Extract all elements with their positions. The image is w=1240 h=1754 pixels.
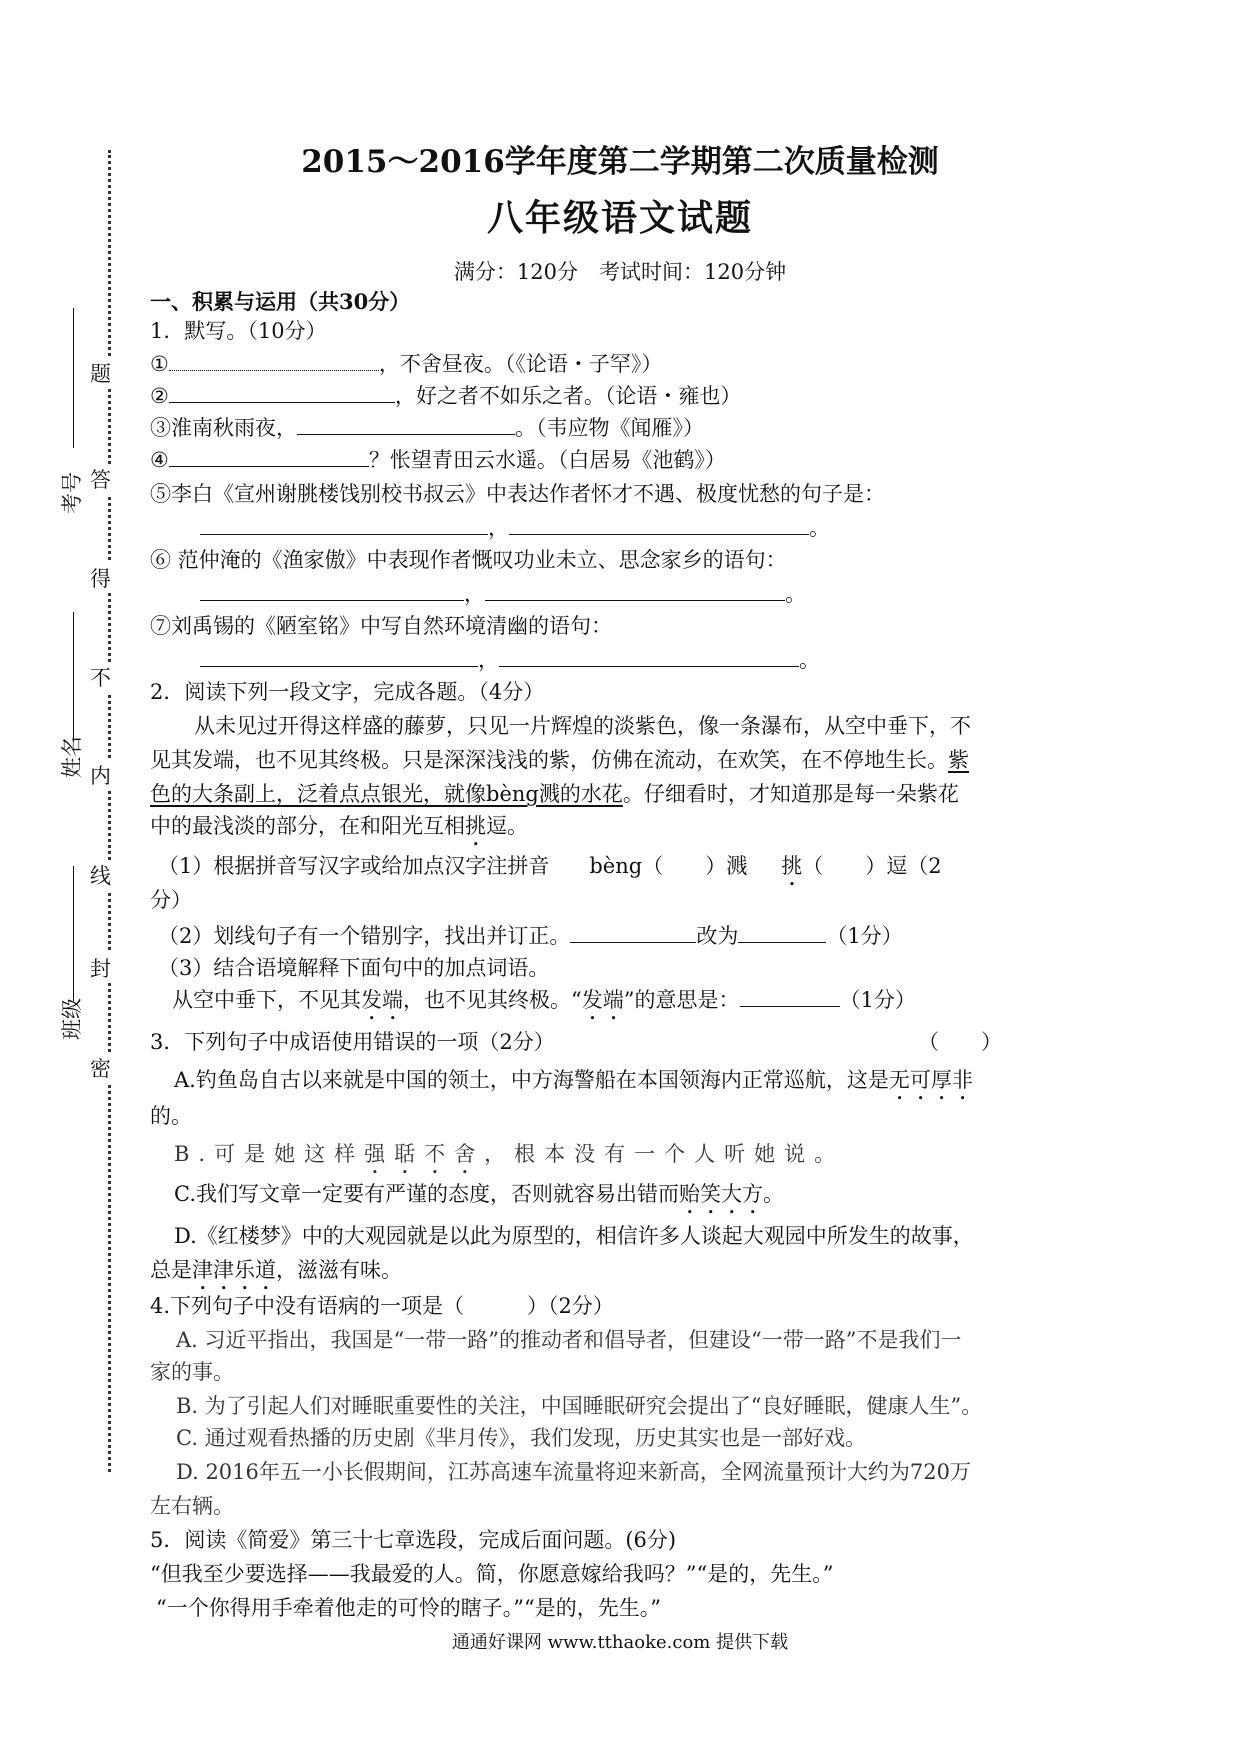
q2-sub-3: （3）结合语境解释下面句中的加点词语。 xyxy=(158,956,550,980)
answer-blank[interactable] xyxy=(169,446,369,467)
q4-option-d-cont: 左右辆。 xyxy=(150,1494,234,1518)
page-footer: 通通好课网 www.tthaoke.com 提供下载 xyxy=(451,1632,789,1653)
q4-option-d: D. 2016年五一小长假期间，江苏高速车流量将迎来新高，全网流量预计大约为720万 xyxy=(176,1460,971,1484)
section-heading: 一、积累与运用（共30分） xyxy=(150,289,411,314)
q5-dialogue-line: “一个你得用手牵着他走的可怜的瞎子。”“是的，先生。” xyxy=(156,1596,661,1620)
answer-blank[interactable] xyxy=(509,514,809,535)
q2-sub-1: （1）根据拼音写汉字或给加点汉字注拼音 bèng（ ）溅 挑（ ）逗（2 xyxy=(158,854,942,878)
answer-blank[interactable] xyxy=(200,580,464,601)
seal-char: 线 xyxy=(90,860,111,890)
q1-item-2: ② ，好之者不如乐之者。（论语・雍也） xyxy=(150,384,742,408)
seal-char: 内 xyxy=(90,760,111,790)
q4-option-a-cont: 家的事。 xyxy=(150,1360,234,1384)
q4-option-b: B. 为了引起人们对睡眠重要性的关注，中国睡眠研究会提出了“良好睡眠，健康人生”。 xyxy=(176,1394,983,1418)
question-4-stem: 4.下列句子中没有语病的一项是（ ）（2分） xyxy=(150,1294,614,1318)
q4-option-a: A. 习近平指出，我国是“一带一路”的推动者和倡导者，但建设“一带一路”不是我们一 xyxy=(176,1328,962,1352)
seal-char: 不 xyxy=(90,662,111,692)
exam-title: 2015～2016学年度第二学期第二次质量检测 xyxy=(301,144,939,180)
binding-dotted-line xyxy=(108,150,111,1472)
q1-item-7-blanks: ， 。 xyxy=(200,646,820,674)
q1-item-1: ① ，不舍昼夜。（《论语・子罕》） xyxy=(150,352,663,376)
q3-option-d: D.《红楼梦》中的大观园就是以此为原型的，相信许多人谈起大观园中所发生的故事， xyxy=(174,1224,974,1248)
q2-sub-3-sentence: 从空中垂下，不见其发端，也不见其终极。“发端”的意思是： （1分） xyxy=(172,988,916,1012)
q1-item-3: ③淮南秋雨夜， 。（韦应物《闻雁》） xyxy=(150,416,704,440)
question-3-stem: 3．下列句子中成语使用错误的一项（2分） xyxy=(150,1030,555,1054)
answer-blank[interactable] xyxy=(169,382,395,403)
passage-line: 中的最浅淡的部分，在和阳光互相挑逗。 xyxy=(150,814,528,838)
q1-item-6-blanks: ， 。 xyxy=(200,580,806,608)
answer-blank[interactable] xyxy=(485,580,785,601)
question-5-stem: 5．阅读《简爱》第三十七章选段，完成后面问题。(6分) xyxy=(150,1528,677,1552)
exam-number-blank xyxy=(73,308,74,448)
passage-line: 见其发端，也不见其终极。只是深深浅浅的紫，仿佛在流动，在欢笑，在不停地生长。紫 xyxy=(150,748,969,772)
answer-blank[interactable] xyxy=(499,646,799,667)
q3-option-b: B.可是她这样强聒不舍，根本没有一个人听她说。 xyxy=(174,1142,845,1166)
q2-sub-1-cont: 分） xyxy=(150,888,192,912)
class-label: 班级 xyxy=(60,998,84,1040)
q2-sub-2: （2）划线句子有一个错别字，找出并订正。 改为 （1分） xyxy=(158,924,903,948)
answer-blank[interactable] xyxy=(297,414,515,435)
question-2-stem: 2．阅读下列一段文字，完成各题。（4分） xyxy=(150,680,545,704)
q1-item-5: ⑤李白《宣州谢朓楼饯别校书叔云》中表达作者怀才不遇、极度忧愁的句子是： xyxy=(150,482,885,506)
seal-char: 答 xyxy=(90,464,111,494)
exam-subtitle: 八年级语文试题 xyxy=(486,197,753,239)
q1-item-4: ④ ？怅望青田云水遥。（白居易《池鹤》） xyxy=(150,448,726,472)
q1-item-7: ⑦刘禹锡的《陋室铭》中写自然环境清幽的语句： xyxy=(150,614,612,638)
name-label: 姓名 xyxy=(60,736,84,778)
seal-char: 题 xyxy=(90,358,111,388)
question-1-stem: 1．默写。（10分） xyxy=(150,319,327,343)
seal-char: 密 xyxy=(90,1053,111,1083)
underlined-sentence: 色的大条副上，泛着点点银光，就像bèng溅的水花 xyxy=(150,782,623,806)
answer-blank[interactable] xyxy=(738,922,826,943)
seal-char: 得 xyxy=(90,563,111,593)
answer-blank[interactable] xyxy=(169,350,379,371)
answer-blank[interactable] xyxy=(200,514,488,535)
q3-option-a: A.钓鱼岛自古以来就是中国的领土，中方海警船在本国领海内正常巡航，这是无可厚非 xyxy=(174,1068,973,1092)
seal-char: 封 xyxy=(90,953,111,983)
q3-option-d-cont: 总是津津乐道，滋滋有味。 xyxy=(150,1258,402,1282)
exam-number-label: 考号 xyxy=(60,472,84,514)
q1-item-6: ⑥ 范仲淹的《渔家傲》中表现作者慨叹功业未立、思念家乡的语句： xyxy=(150,548,787,572)
q4-option-c: C. 通过观看热播的历史剧《芈月传》，我们发现，历史其实也是一部好戏。 xyxy=(176,1426,867,1450)
exam-meta: 满分：120分 考试时间：120分钟 xyxy=(453,260,787,284)
answer-paren[interactable]: （ ） xyxy=(918,1030,1002,1054)
q3-option-c: C.我们写文章一定要有严谨的态度，否则就容易出错而贻笑大方。 xyxy=(174,1182,784,1206)
name-blank xyxy=(73,612,74,742)
answer-blank[interactable] xyxy=(570,922,696,943)
q1-item-5-blanks: ， 。 xyxy=(200,514,830,542)
answer-blank[interactable] xyxy=(200,646,478,667)
passage-line: 从未见过开得这样盛的藤萝，只见一片辉煌的淡紫色，像一条瀑布，从空中垂下，不 xyxy=(194,714,971,738)
q5-dialogue-line: “但我至少要选择——我最爱的人。简，你愿意嫁给我吗？”“是的，先生。” xyxy=(150,1562,834,1586)
answer-blank[interactable] xyxy=(740,986,840,1007)
class-blank xyxy=(73,866,74,1001)
passage-line: 色的大条副上，泛着点点银光，就像bèng溅的水花。仔细看时，才知道那是每一朵紫花 xyxy=(150,782,959,806)
q3-option-a-cont: 的。 xyxy=(150,1104,192,1128)
